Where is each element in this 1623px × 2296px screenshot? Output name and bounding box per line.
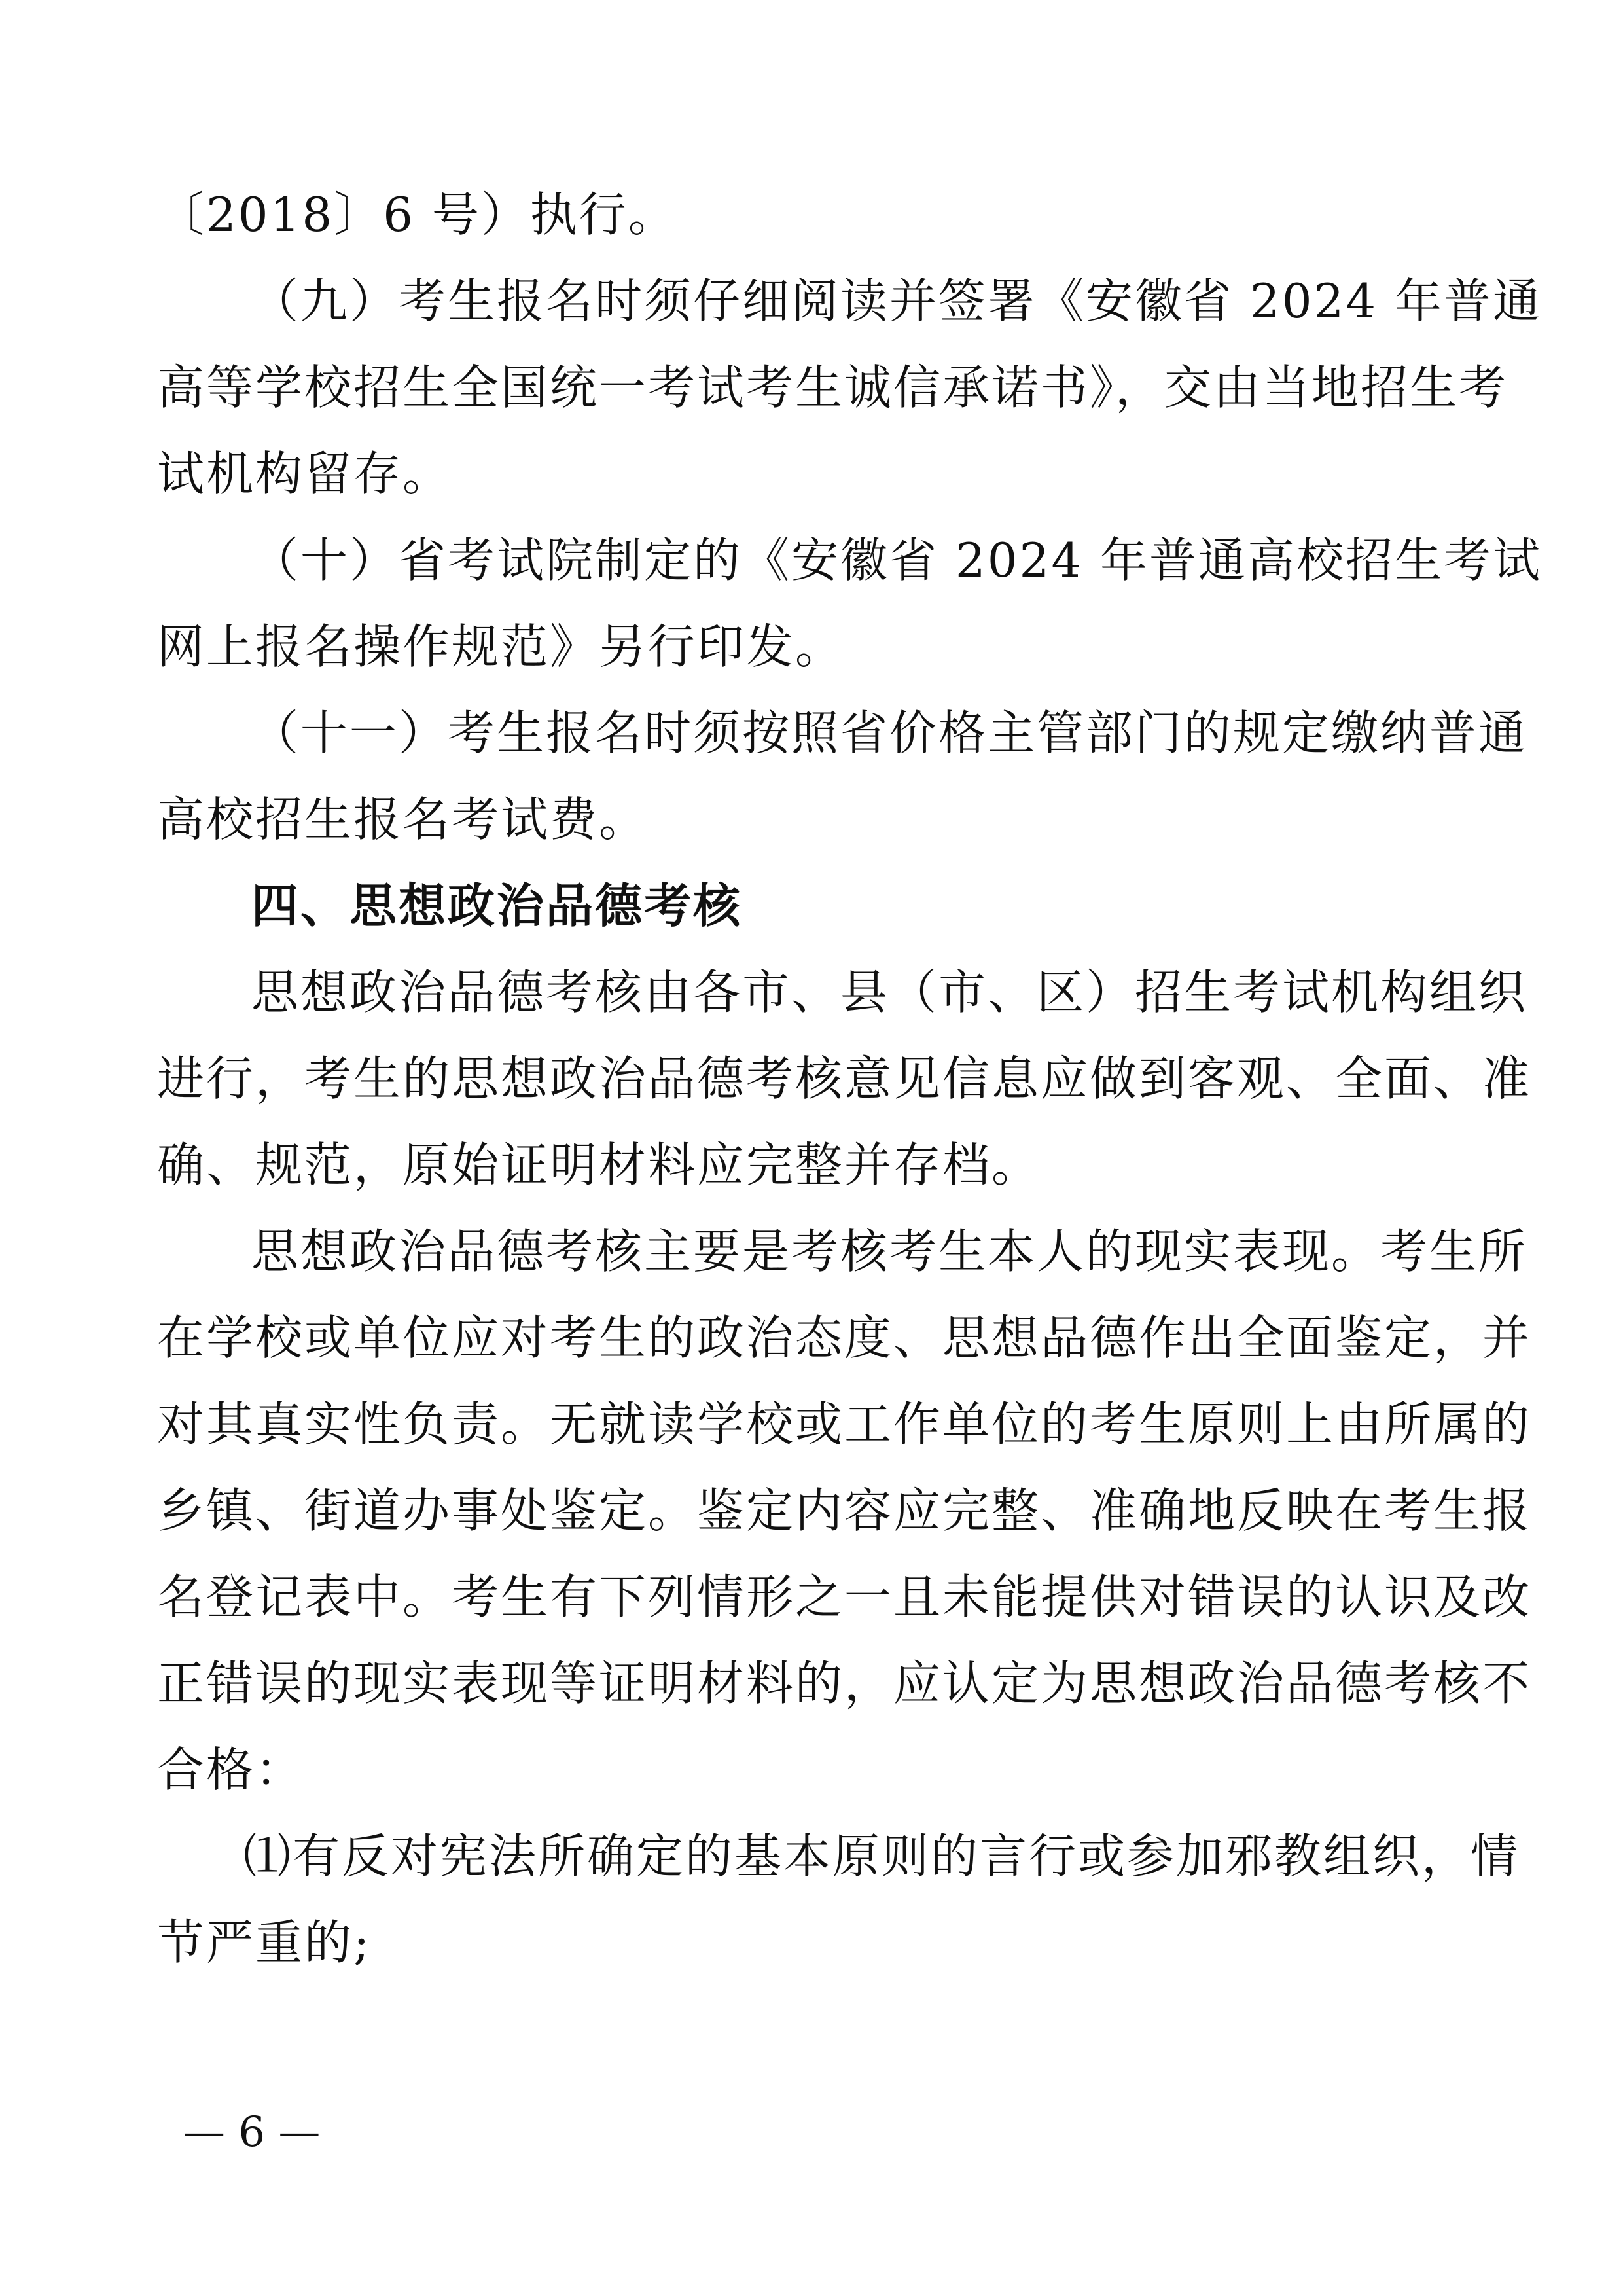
page-number: — 6 —	[183, 2108, 321, 2157]
text-line: 合格：	[157, 1742, 305, 1797]
text-line: 乡镇、街道办事处鉴定。鉴定内容应完整、准确地反映在考生报	[157, 1483, 1532, 1538]
text-line: 高校招生报名考试费。	[157, 792, 649, 847]
list-item-line: ⑴有反对宪法所确定的基本原则的言行或参加邪教组织，情	[243, 1829, 1520, 1884]
text-line: 节严重的;	[157, 1915, 372, 1970]
clause-ten-line: （十）省考试院制定的《安徽省 2024 年普通高校招生考试	[251, 533, 1543, 588]
paragraph-start-line: 思想政治品德考核由各市、县（市、区）招生考试机构组织	[251, 965, 1528, 1020]
text-line: 试机构留存。	[157, 446, 452, 501]
text-line: 网上报名操作规范》另行印发。	[157, 619, 845, 674]
text-line: 在学校或单位应对考生的政治态度、思想品德作出全面鉴定，并	[157, 1310, 1532, 1365]
clause-eleven-line: （十一）考生报名时须按照省价格主管部门的规定缴纳普通	[251, 706, 1528, 761]
text-line: 进行，考生的思想政治品德考核意见信息应做到客观、全面、准	[157, 1051, 1532, 1106]
text-line: 高等学校招生全国统一考试考生诚信承诺书》，交由当地招生考	[157, 360, 1508, 415]
text-line: 确、规范，原始证明材料应完整并存档。	[157, 1138, 1041, 1193]
text-line: 名登记表中。考生有下列情形之一且未能提供对错误的认识及改	[157, 1570, 1532, 1624]
section-heading: 四、思想政治品德考核	[251, 878, 743, 933]
text-line: 对其真实性负责。无就读学校或工作单位的考生原则上由所属的	[157, 1397, 1532, 1452]
text-line: 正错误的现实表现等证明材料的，应认定为思想政治品德考核不	[157, 1656, 1532, 1711]
text-line: 〔2018〕6 号）执行。	[157, 187, 677, 242]
document-body	[157, 171, 1543, 1986]
paragraph-start-line: 思想政治品德考核主要是考核考生本人的现实表现。考生所	[251, 1224, 1528, 1279]
clause-nine-line: （九）考生报名时须仔细阅读并签署《安徽省 2024 年普通	[251, 274, 1543, 329]
